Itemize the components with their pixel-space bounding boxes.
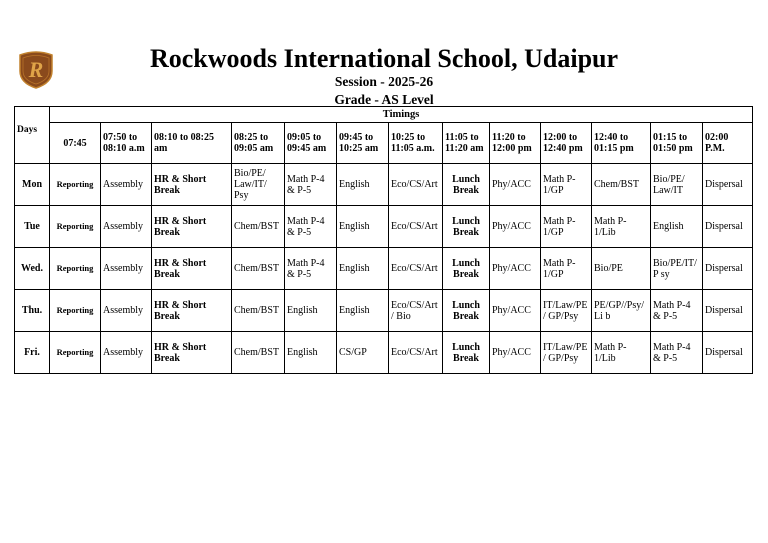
timetable-cell: Assembly (101, 206, 152, 248)
time-header: 09:45 to 10:25 am (337, 123, 389, 164)
time-header: 08:10 to 08:25 am (152, 123, 232, 164)
timings-header: Timings (50, 107, 753, 123)
timetable-cell: Reporting (50, 332, 101, 374)
day-label: Tue (15, 206, 50, 248)
timetable-cell: Assembly (101, 332, 152, 374)
time-header: 07:50 to 08:10 a.m (101, 123, 152, 164)
timetable-cell: Lunch Break (443, 332, 490, 374)
timetable-cell: Assembly (101, 290, 152, 332)
timetable-cell: Chem/BST (232, 206, 285, 248)
timetable-cell: Phy/ACC (490, 206, 541, 248)
timetable-cell: HR & Short Break (152, 290, 232, 332)
timetable-cell: CS/GP (337, 332, 389, 374)
time-header: 01:15 to 01:50 pm (651, 123, 703, 164)
timetable-cell: Chem/BST (592, 164, 651, 206)
time-header: 02:00 P.M. (703, 123, 753, 164)
timetable-cell: Math P-4 & P-5 (651, 290, 703, 332)
timetable-cell: HR & Short Break (152, 248, 232, 290)
table-row (15, 248, 753, 290)
timetable-cell: Dispersal (703, 206, 753, 248)
table-row (15, 164, 753, 206)
timetable-cell: Eco/CS/Art/ Bio (389, 290, 443, 332)
timetable-cell: IT/Law/PE/ GP/Psy (541, 332, 592, 374)
time-header: 09:05 to 09:45 am (285, 123, 337, 164)
timetable-cell: Math P-1/GP (541, 206, 592, 248)
timetable-cell: Reporting (50, 248, 101, 290)
time-header: 08:25 to 09:05 am (232, 123, 285, 164)
timetable-cell: Bio/PE/ Law/IT (651, 164, 703, 206)
timetable-cell: Reporting (50, 290, 101, 332)
logo-letter: R (28, 57, 44, 82)
timetable-cell: Chem/BST (232, 290, 285, 332)
timetable-cell: Dispersal (703, 290, 753, 332)
timetable-cell: Dispersal (703, 332, 753, 374)
timetable-cell: Eco/CS/Art (389, 164, 443, 206)
time-header: 11:05 to 11:20 am (443, 123, 490, 164)
timetable-cell: Math P-4 & P-5 (651, 332, 703, 374)
day-label: Wed. (15, 248, 50, 290)
table-row (15, 290, 753, 332)
timetable-cell: Phy/ACC (490, 332, 541, 374)
timetable-cell: Chem/BST (232, 332, 285, 374)
time-header: 12:40 to 01:15 pm (592, 123, 651, 164)
timetable-cell: Phy/ACC (490, 164, 541, 206)
time-header: 07:45 (50, 123, 101, 164)
time-header: 12:00 to 12:40 pm (541, 123, 592, 164)
timetable-cell: Assembly (101, 248, 152, 290)
timetable-cell: English (285, 290, 337, 332)
timetable-cell: Eco/CS/Art (389, 206, 443, 248)
timetable-cell: English (285, 332, 337, 374)
session-label: Session - 2025-26 (334, 74, 434, 89)
days-header: Days (15, 107, 50, 164)
timetable-cell: Math P-1/Lib (592, 206, 651, 248)
timetable-cell: Math P-1/GP (541, 164, 592, 206)
page-title: Rockwoods International School, Udaipur (149, 44, 619, 73)
timetable-cell: HR & Short Break (152, 332, 232, 374)
timetable-cell: English (651, 206, 703, 248)
timetable-cell: HR & Short Break (152, 164, 232, 206)
timetable-cell: Dispersal (703, 248, 753, 290)
table-row (15, 206, 753, 248)
table-row (15, 332, 753, 374)
timetable-cell: Reporting (50, 164, 101, 206)
timetable-cell: English (337, 164, 389, 206)
timetable-cell: Lunch Break (443, 164, 490, 206)
timetable-cell: Lunch Break (443, 206, 490, 248)
day-label: Mon (15, 164, 50, 206)
timetable-cell: Phy/ACC (490, 248, 541, 290)
timetable (14, 106, 753, 374)
timetable-cell: Bio/PE/IT/P sy (651, 248, 703, 290)
grade-label: Grade - AS Level (334, 92, 434, 107)
timetable-cell: HR & Short Break (152, 206, 232, 248)
timetable-cell: IT/Law/PE/ GP/Psy (541, 290, 592, 332)
timetable-cell: Lunch Break (443, 290, 490, 332)
timetable-cell: Math P-4 & P-5 (285, 248, 337, 290)
timetable-cell: Assembly (101, 164, 152, 206)
time-header: 11:20 to 12:00 pm (490, 123, 541, 164)
timetable-cell: English (337, 206, 389, 248)
timetable-cell: Math P-4 & P-5 (285, 206, 337, 248)
timetable-cell: PE/GP//Psy/Li b (592, 290, 651, 332)
timetable-cell: Lunch Break (443, 248, 490, 290)
timetable-cell: Chem/BST (232, 248, 285, 290)
timetable-cell: Math P-1/GP (541, 248, 592, 290)
timetable-cell: English (337, 248, 389, 290)
timetable-cell: Phy/ACC (490, 290, 541, 332)
timetable-cell: Math P-4 & P-5 (285, 164, 337, 206)
timetable-cell: Reporting (50, 206, 101, 248)
timetable-cell: Bio/PE (592, 248, 651, 290)
timetable-cell: Bio/PE/ Law/IT/ Psy (232, 164, 285, 206)
timetable-cell: English (337, 290, 389, 332)
timetable-cell: Eco/CS/Art (389, 332, 443, 374)
time-header: 10:25 to 11:05 a.m. (389, 123, 443, 164)
timetable-cell: Dispersal (703, 164, 753, 206)
timetable-cell: Eco/CS/Art (389, 248, 443, 290)
day-label: Thu. (15, 290, 50, 332)
day-label: Fri. (15, 332, 50, 374)
timetable-cell: Math P-1/Lib (592, 332, 651, 374)
